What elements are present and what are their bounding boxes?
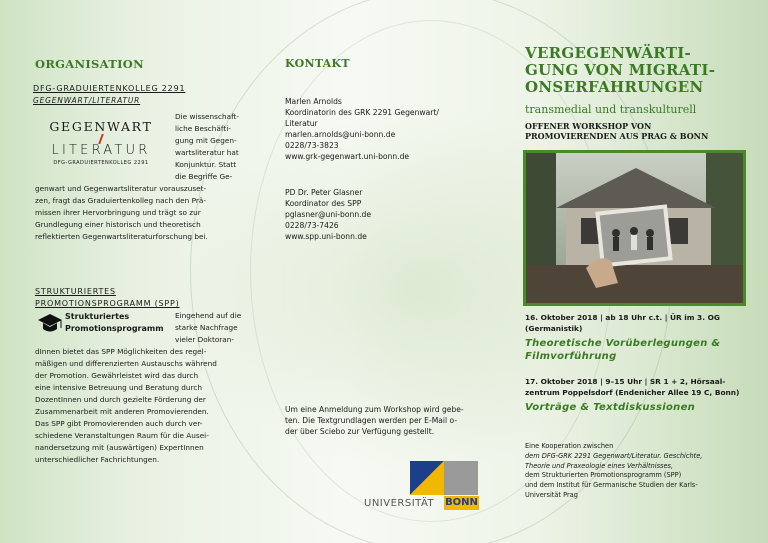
contact-phone: 0228/73-7426 <box>285 221 339 230</box>
text-line: gung mit Gegen- <box>175 136 237 145</box>
event-topic-1 <box>525 337 740 363</box>
contact-email-link[interactable]: pglasner@uni-bonn.de <box>285 210 372 219</box>
event-date-line: 16. Oktober 2018 | ab 18 Uhr c.t. | ÜR im 3. OG <box>525 313 720 322</box>
event-date-line: zentrum Poppelsdorf (Endenicher Allee 19 C, Bonn) <box>525 388 740 397</box>
text-line: mäßigen und differenzierten Austauschs während <box>35 359 217 368</box>
text-line: und dem Institut für Germanische Studien der Karls- <box>525 481 698 490</box>
grk-title: DFG-GRADUIERTENKOLLEG 2291 <box>33 84 186 93</box>
contact-person-1 <box>285 96 495 162</box>
gegenwart-literatur-logo <box>41 121 161 169</box>
spp-title-line-2: PROMOTIONSPROGRAMM (SPP) <box>35 299 180 308</box>
text-line: wartsliteratur hat <box>175 148 239 157</box>
text-line: Theorie und Praxeologie eines Verhältnisses, <box>525 461 674 470</box>
text-line: vieler Doktoran- <box>175 335 235 344</box>
contact-phone: 0228/73-3823 <box>285 141 339 150</box>
house-photo-illustration <box>526 153 743 303</box>
text-line: dem DFG-GRK 2291 Gegenwart/Literatur. Geschichte, <box>525 451 703 460</box>
contact-role: Koordinatorin des GRK 2291 Gegenwart/ <box>285 108 439 117</box>
spp-title <box>35 286 180 310</box>
grk-text-full <box>35 183 267 243</box>
text-line: Konjunktur. Statt <box>175 160 237 169</box>
logo-text-universitaet: UNIVERSITÄT <box>364 498 435 509</box>
text-line: Universität Prag <box>525 490 578 499</box>
spp-title-line-1: STRUKTURIERTES <box>35 287 116 296</box>
text-line: Eine Kooperation zwischen <box>525 442 614 450</box>
contact-role: Koordinator des SPP <box>285 199 362 208</box>
contact-name: PD Dr. Peter Glasner <box>285 188 363 197</box>
kontakt-heading: KONTAKT <box>285 57 350 70</box>
text-line: reflektierten Gegenwartsliteraturforschung bei. <box>35 232 208 241</box>
logo-square-blue <box>410 461 444 495</box>
text-line: nandersetzung mit (auswärtigen) ExpertInnen <box>35 443 204 452</box>
text-line: DozentInnen und durch gezielte Förderung der <box>35 395 206 404</box>
anmeldung-text <box>285 404 495 437</box>
topic-line: Filmvorführung <box>525 351 617 362</box>
graduation-cap-icon <box>37 313 63 335</box>
text-line: starke Nachfrage <box>175 323 238 332</box>
spp-text-full <box>35 346 267 466</box>
text-line: die Begriffe Ge- <box>175 172 233 181</box>
text-line: Grundlegung einer historisch und theoretisch <box>35 220 201 229</box>
text-line: der über Sciebo zur Verfügung gestellt. <box>285 427 435 436</box>
workshop-subtitle: transmedial und transkulturell <box>525 103 697 116</box>
title-line: GUNG VON MIGRATI- <box>525 61 716 79</box>
spp-logo-line-1: Strukturiertes <box>65 312 130 321</box>
workshop-description <box>525 121 760 141</box>
cover-photo <box>523 150 746 306</box>
contact-email-link[interactable]: marlen.arnolds@uni-bonn.de <box>285 130 396 139</box>
text-line: genwart und Gegenwartsliteratur vorauszuset- <box>35 184 207 193</box>
text-line: ten. Die Textgrundlagen werden per E-Mail o- <box>285 416 458 425</box>
contact-name: Marlen Arnolds <box>285 97 342 106</box>
text-line: der Promotion. Gewährleistet wird das durch <box>35 371 199 380</box>
text-line: Um eine Anmeldung zum Workshop wird gebe- <box>285 405 464 414</box>
text-line: Zusammenarbeit mit anderen Promovierenden. <box>35 407 209 416</box>
logo-line-3: DFG-GRADUIERTENKOLLEG 2291 <box>53 160 149 166</box>
spp-text-right <box>175 310 267 346</box>
text-line: schiedene Veranstaltungen Raum für die Ausei- <box>35 431 209 440</box>
text-line: Eingehend auf die <box>175 311 242 320</box>
contact-person-2 <box>285 187 495 242</box>
universitaet-bonn-logo <box>364 461 479 517</box>
workshop-line-1: OFFENER WORKSHOP VON <box>525 121 652 131</box>
logo-line-2: LITERATUR <box>51 143 151 158</box>
grk-text-right <box>175 111 267 183</box>
workshop-line-2: PROMOVIERENDEN AUS PRAG & BONN <box>525 131 709 141</box>
kooperation-text <box>525 442 743 501</box>
event-day-2 <box>525 376 740 414</box>
grk-subtitle: GEGENWART/LITERATUR <box>33 96 141 105</box>
text-line: dInnen bietet das SPP Möglichkeiten des regel- <box>35 347 207 356</box>
title-line: VERGEGENWÄRTI- <box>525 44 692 62</box>
text-line: Die wissenschaft- <box>175 112 240 121</box>
spp-logo <box>37 310 165 338</box>
text-line: unterschiedlicher Fachrichtungen. <box>35 455 160 464</box>
topic-line: Theoretische Vorüberlegungen & <box>525 338 721 349</box>
contact-website-link[interactable]: www.grk-gegenwart.uni-bonn.de <box>285 152 410 161</box>
event-topic-2: Vorträge & Textdiskussionen <box>525 402 696 413</box>
workshop-title <box>525 45 760 96</box>
event-date-line: (Germanistik) <box>525 324 583 333</box>
title-line: ONSERFAHRUNGEN <box>525 78 704 96</box>
text-line: missen ihrer Hervorbringung und trägt so zur <box>35 208 201 217</box>
text-line: liche Beschäfti- <box>175 124 231 133</box>
logo-square-gray <box>444 461 478 495</box>
text-line: eine intensive Betreuung und Beratung durch <box>35 383 203 392</box>
kontakt-column <box>285 57 495 436</box>
spp-logo-line-2: Promotionsprogramm <box>65 324 164 333</box>
text-line: dem Strukturierten Promotionsprogramm (SPP) <box>525 471 682 480</box>
organisation-heading: ORGANISATION <box>35 57 144 71</box>
event-date-line: 17. Oktober 2018 | 9–15 Uhr | SR 1 + 2, Hörsaal- <box>525 377 726 386</box>
logo-line-1: GEGENWART <box>49 119 153 134</box>
event-day-1 <box>525 312 740 363</box>
organisation-column <box>33 57 265 241</box>
contact-website-link[interactable]: www.spp.uni-bonn.de <box>285 232 367 241</box>
logo-text-bonn: BONN <box>445 497 478 508</box>
text-line: Das SPP gibt Promovierenden auch durch ver- <box>35 419 203 428</box>
text-line: zen, fragt das Graduiertenkolleg nach den Prä- <box>35 196 206 205</box>
contact-role: Literatur <box>285 119 318 128</box>
